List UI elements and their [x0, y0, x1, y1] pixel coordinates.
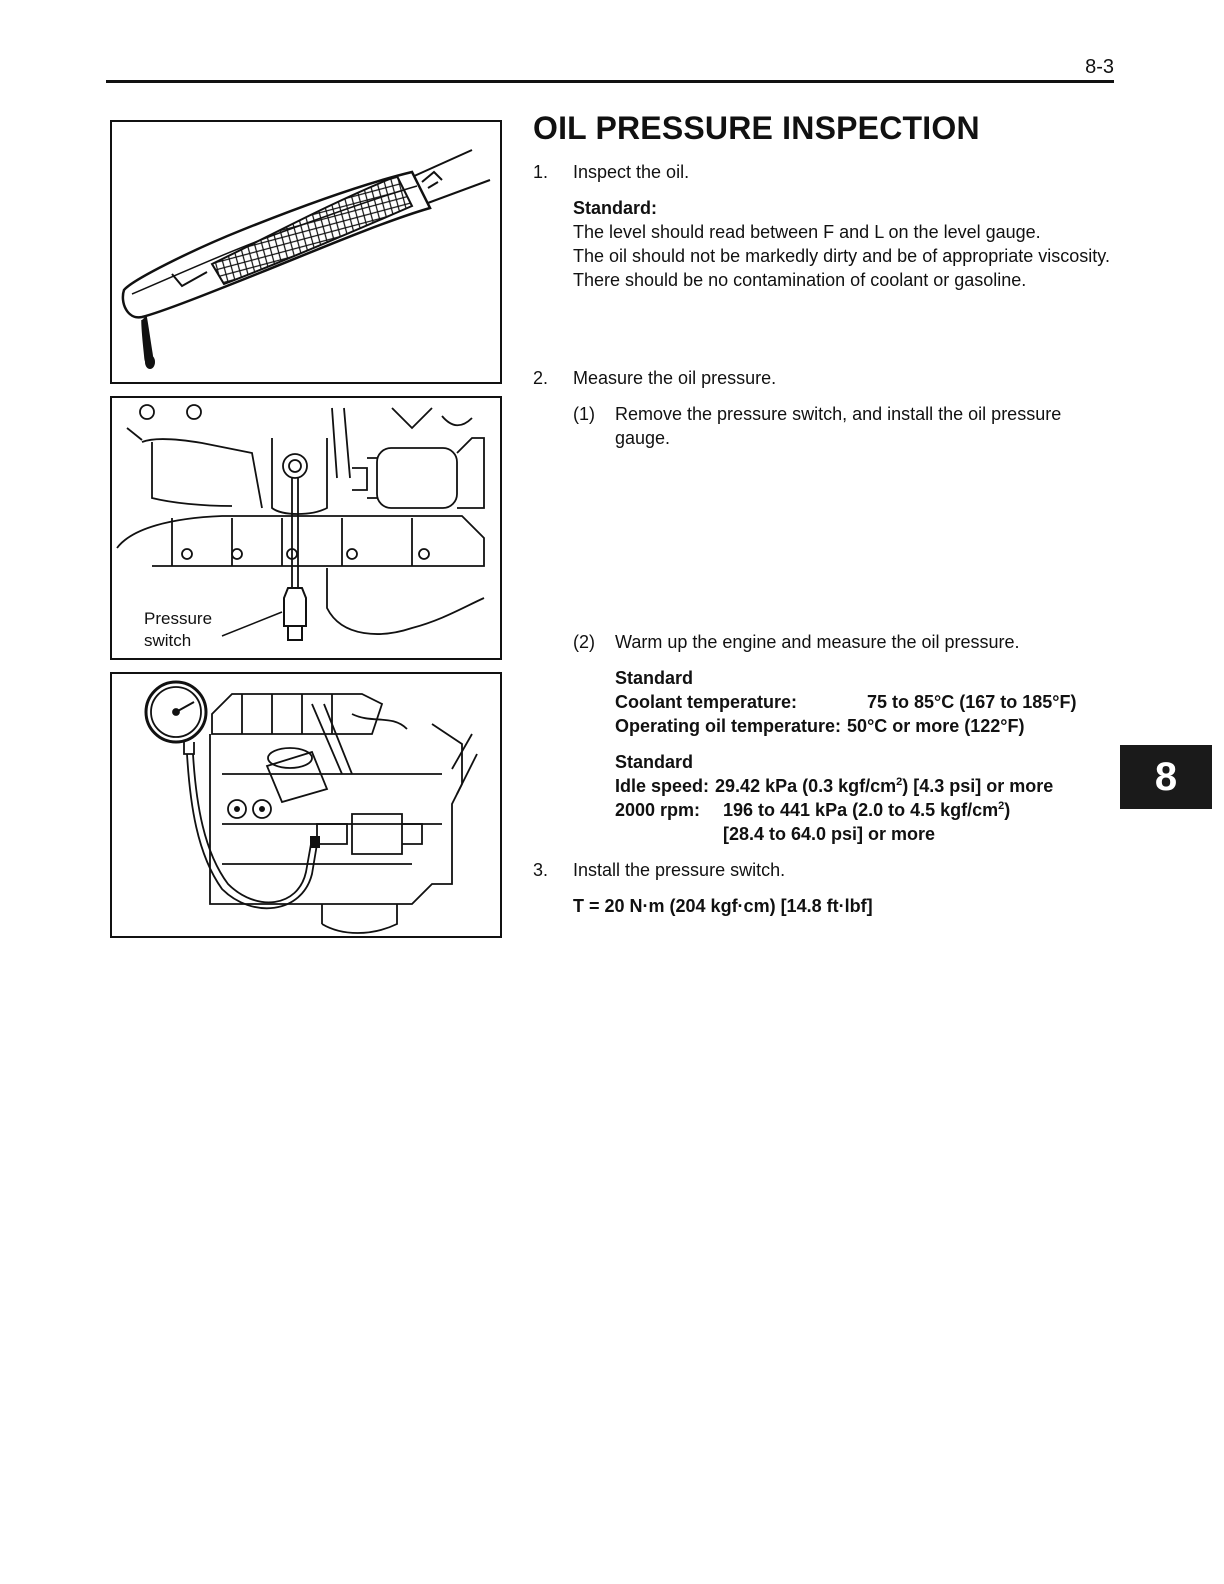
standard-label: Standard: [615, 752, 694, 772]
step-text: Install the pressure switch.: [573, 860, 786, 880]
sub-step-number: (2): [573, 632, 595, 652]
rpm-value-psi: [28.4 to 64.0 psi] or more: [723, 824, 936, 844]
step-text: Inspect the oil.: [573, 162, 690, 182]
oil-temperature-row: [615, 714, 1113, 738]
coolant-temperature-key: Coolant temperature:: [615, 692, 798, 712]
oil-dipstick-icon: [112, 122, 500, 382]
figure-pressure-switch: [110, 396, 502, 660]
rpm-value: 196 to 441 kPa (2.0 to 4.5 kgf/$cm^2$): [723, 800, 1011, 820]
rpm-key: 2000 rpm:: [615, 800, 701, 820]
step-3: [533, 858, 1113, 882]
oil-temperature-value: 50°C or more (122°F): [847, 716, 1025, 736]
page-title: OIL PRESSURE INSPECTION: [533, 110, 980, 146]
step-number: 1.: [533, 162, 549, 182]
chapter-tab: 8: [1120, 745, 1212, 809]
standard-label: Standard:: [573, 198, 658, 218]
sub-step-text: Warm up the engine and measure the oil pressure.: [615, 632, 1020, 652]
page-number: 8-3: [1085, 56, 1114, 78]
idle-speed-row: [615, 774, 1113, 798]
standard-label: Standard: [615, 668, 694, 688]
step-number: 3.: [533, 860, 549, 880]
standard-pressures: [533, 750, 1113, 846]
standard-temperatures: [533, 666, 1113, 738]
step-1-standard: [533, 196, 1113, 292]
step-2-sub-2: [533, 630, 1113, 654]
figure-oil-pressure-gauge: [110, 672, 502, 938]
idle-speed-value: 29.42 kPa (0.3 kgf/$cm^2$) [4.3 psi] or more: [715, 776, 1054, 796]
oil-temperature-key: Operating oil temperature:: [615, 716, 842, 736]
figure-dipstick: [110, 120, 502, 384]
step-text: Measure the oil pressure.: [573, 368, 777, 388]
idle-speed-key: Idle speed:: [615, 776, 710, 796]
main-content: [533, 108, 1113, 918]
standard-line: The oil should not be markedly dirty and be of appropriate viscosity.: [573, 246, 1110, 266]
sub-step-text: Remove the pressure switch, and install the oil pressure gauge.: [615, 404, 1062, 448]
step-2: [533, 366, 1113, 390]
coolant-temperature-row: [615, 690, 1113, 714]
standard-line: The level should read between F and L on the level gauge.: [573, 222, 1041, 242]
step-1: [533, 160, 1113, 184]
standard-line: There should be no contamination of coolant or gasoline.: [573, 270, 1027, 290]
rpm-row: [615, 798, 1113, 822]
pressure-switch-label-line1: Pressure: [144, 609, 213, 628]
header-rule: [106, 80, 1114, 83]
pressure-switch-label-line2: switch: [144, 631, 192, 650]
coolant-temperature-value: 75 to 85°C (167 to 185°F): [867, 692, 1077, 712]
torque-spec: T = 20 N·m (204 kgf·cm) [14.8 ft·lbf]: [573, 896, 873, 916]
sub-step-number: (1): [573, 404, 595, 424]
step-number: 2.: [533, 368, 549, 388]
oil-pressure-gauge-icon: [112, 674, 500, 936]
step-2-sub-1: [533, 402, 1113, 450]
